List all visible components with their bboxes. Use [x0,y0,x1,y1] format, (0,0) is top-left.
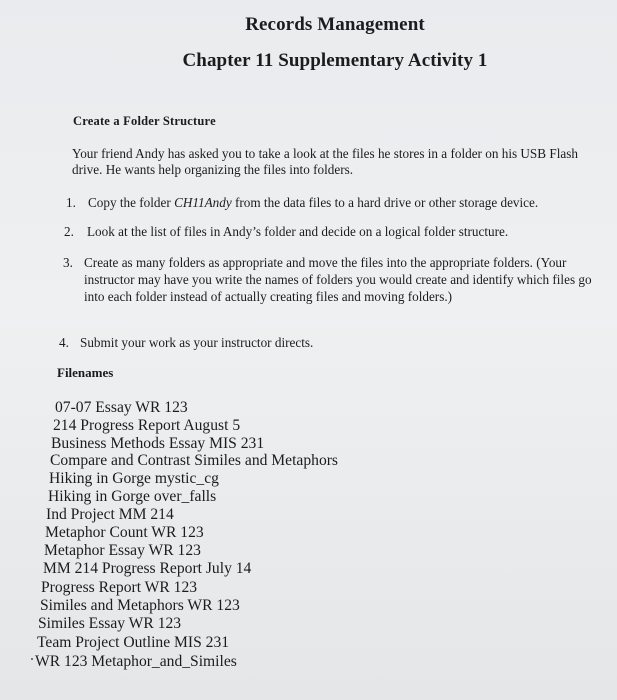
filename-item: Progress Report WR 123 [41,579,198,596]
filename-item: Hiking in Gorge over_falls [48,488,217,505]
filename-item: Similes Essay WR 123 [38,615,182,632]
section-heading: Create a Folder Structure [73,114,216,128]
filename-item: 07-07 Essay WR 123 [55,399,188,416]
step-number: 4. [59,335,69,350]
scan-speck [31,658,33,660]
step-text: Create as many folders as appropriate and move the files into the appropriate folders. (Your instructor may have you write the names of folders you would create and identify which files go into each folder instead of actually creating files and moving folders.) [84,255,592,304]
step-text-after: from the data files to a hard drive or other storage device. [231,195,539,210]
step-number: 3. [63,255,73,270]
filename-item: Metaphor Count WR 123 [45,524,204,541]
filename-item: Business Methods Essay MIS 231 [51,435,265,452]
filename-item: MM 214 Progress Report July 14 [43,560,252,577]
filename-item: WR 123 Metaphor_and_Similes [35,653,237,670]
filename-item: Compare and Contrast Similes and Metaphors [50,452,339,469]
filename-item: Metaphor Essay WR 123 [44,542,201,559]
step-number: 1. [66,195,76,210]
filename-item: Ind Project MM 214 [46,506,174,523]
step-text-before: Copy the folder [88,195,175,210]
filename-item: Team Project Outline MIS 231 [37,634,230,651]
filename-item: 214 Progress Report August 5 [53,417,241,434]
filename-item: Similes and Metaphors WR 123 [40,597,240,614]
document-subtitle: Chapter 11 Supplementary Activity 1 [182,50,488,71]
step-number: 2. [64,224,74,239]
intro-paragraph: Your friend Andy has asked you to take a look at the files he stores in a folder on his USB Flash drive. He wants help organizing the files into folders. [72,146,578,177]
folder-name: CH11Andy [174,195,232,210]
step-text: Submit your work as your instructor directs. [80,335,314,350]
document-title: Records Management [245,14,425,35]
filenames-heading: Filenames [57,365,114,380]
step-text: Look at the list of files in Andy’s folder and decide on a logical folder structure. [87,224,509,239]
filename-item: Hiking in Gorge mystic_cg [49,470,219,487]
